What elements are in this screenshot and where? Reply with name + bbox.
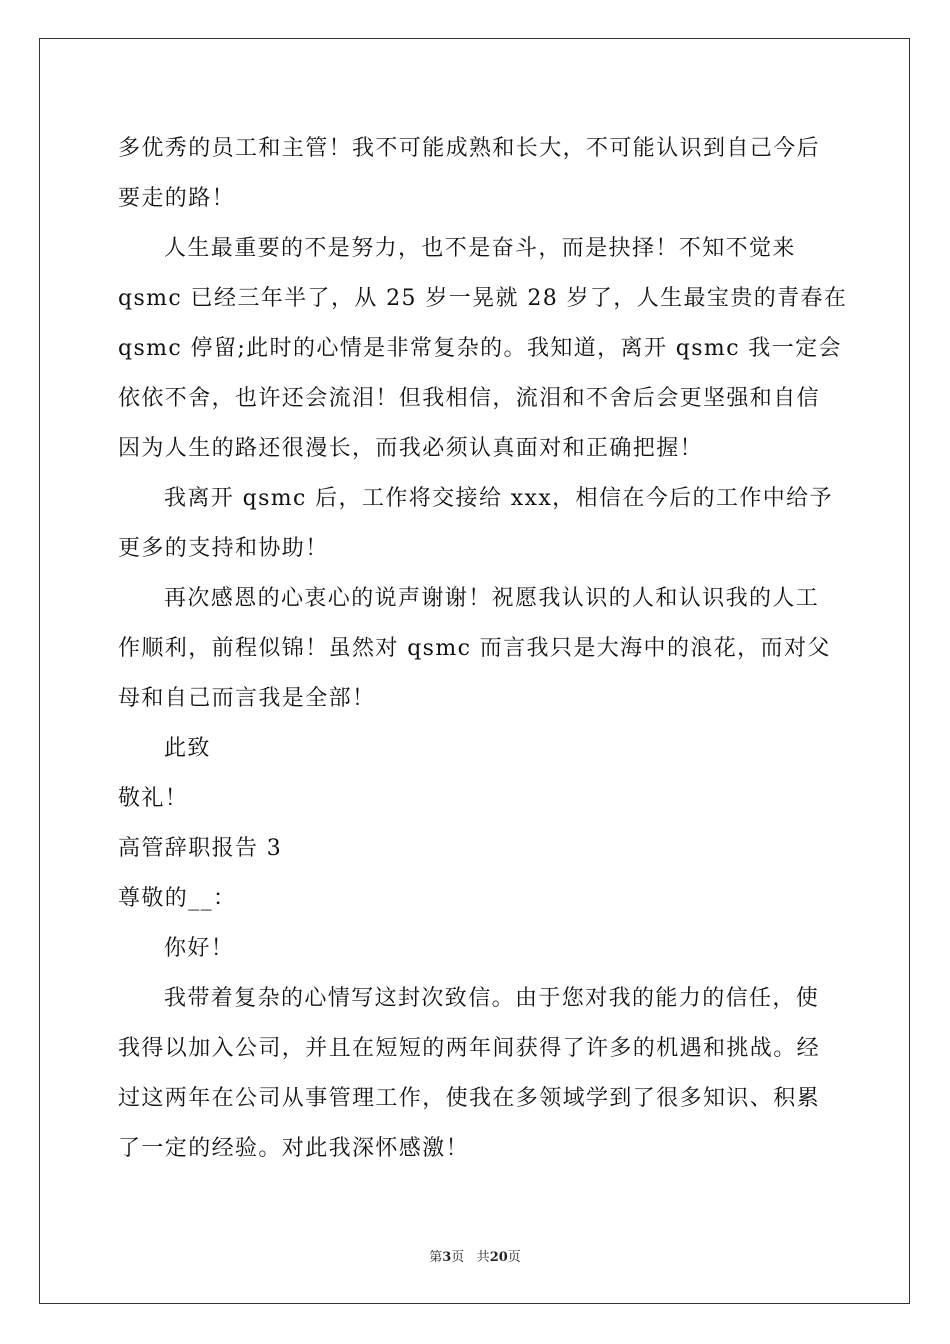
document-body xyxy=(118,124,848,1174)
text-line: 因为人生的路还很漫长，而我必须认真面对和正确把握！ xyxy=(118,436,704,461)
total-prefix: 共 xyxy=(476,1250,490,1265)
page-suffix: 页 xyxy=(451,1250,465,1265)
text-line: qsmc 已经三年半了，从 25 岁一晃就 28 岁了，人生最宝贵的青春在 xyxy=(118,286,848,311)
section-title: 高管辞职报告 3 xyxy=(118,836,283,861)
text-line: 我离开 qsmc 后，工作将交接给 xxx，相信在今后的工作中给予 xyxy=(164,486,833,511)
closing-regards: 敬礼！ xyxy=(118,786,189,811)
text-line: 了一定的经验。对此我深怀感激！ xyxy=(118,1136,470,1161)
text-line: 母和自己而言我是全部！ xyxy=(118,686,376,711)
page-prefix: 第 xyxy=(429,1250,443,1265)
text-line: 依依不舍，也许还会流泪！但我相信，流泪和不舍后会更坚强和自信 xyxy=(118,386,821,411)
text-line: 作顺利，前程似锦！虽然对 qsmc 而言我只是大海中的浪花，而对父 xyxy=(118,636,831,661)
total-pages: 20 xyxy=(489,1250,508,1265)
text-line: 更多的支持和协助！ xyxy=(118,536,329,561)
text-line: 要走的路！ xyxy=(118,186,236,211)
text-line: 人生最重要的不是努力，也不是奋斗，而是抉择！不知不觉来 xyxy=(164,236,796,261)
text-line: 我得以加入公司，并且在短短的两年间获得了许多的机遇和挑战。经 xyxy=(118,1036,821,1061)
closing-salutation: 此致 xyxy=(164,736,211,761)
page-number: 3 xyxy=(442,1250,452,1265)
greeting: 你好！ xyxy=(164,936,235,961)
greeting-recipient: 尊敬的__： xyxy=(118,886,237,911)
text-line: 多优秀的员工和主管！我不可能成熟和长大，不可能认识到自己今后 xyxy=(118,136,821,161)
text-line: qsmc 停留;此时的心情是非常复杂的。我知道，离开 qsmc 我一定会 xyxy=(118,336,842,361)
text-line: 再次感恩的心衷心的说声谢谢！祝愿我认识的人和认识我的人工 xyxy=(164,586,820,611)
total-suffix: 页 xyxy=(507,1250,521,1265)
page-footer xyxy=(0,1246,950,1265)
text-line: 过这两年在公司从事管理工作，使我在多领域学到了很多知识、积累 xyxy=(118,1086,821,1111)
text-line: 我带着复杂的心情写这封次致信。由于您对我的能力的信任，使 xyxy=(164,986,820,1011)
